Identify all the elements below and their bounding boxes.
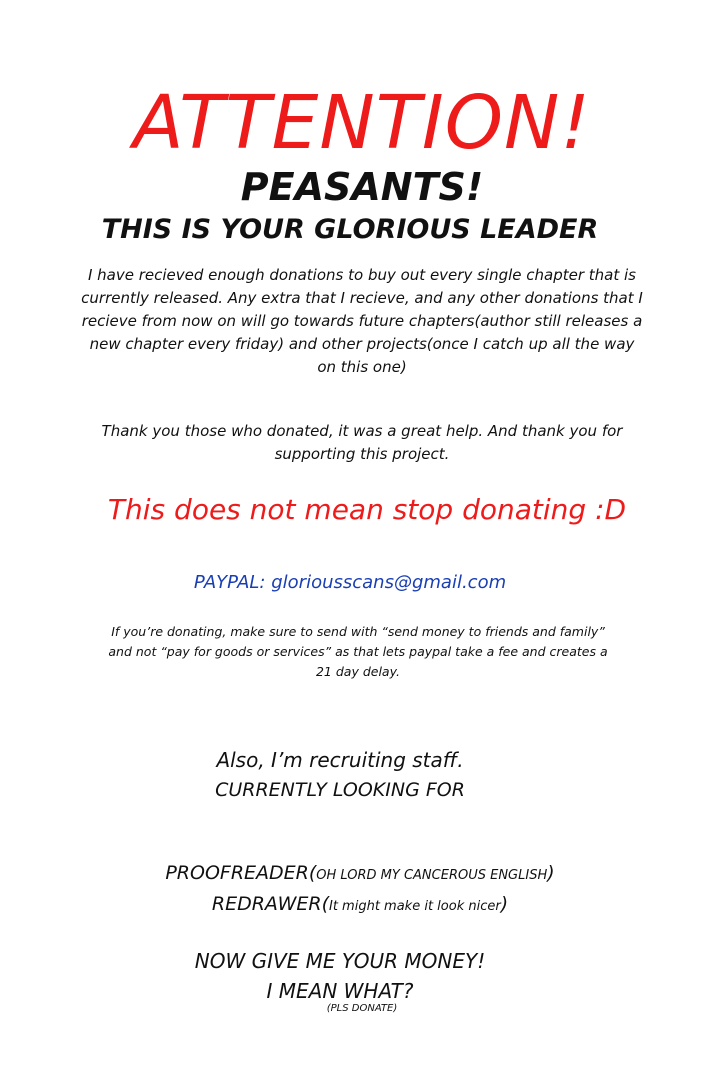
give-money-line: NOW GIVE ME YOUR MONEY! <box>194 949 486 973</box>
pls-donate-note: (PLS DONATE) <box>326 1003 398 1014</box>
role-close: ) <box>547 862 555 884</box>
role-name: REDRAWER( <box>211 893 329 915</box>
recruiting-block <box>120 744 560 804</box>
attention-heading: ATTENTION! <box>132 80 592 166</box>
role-redrawer <box>0 893 722 915</box>
paypal-line <box>0 572 712 593</box>
keep-donating-headline: This does not mean stop donating :D <box>107 493 627 526</box>
payment-instructions-note: If you’re donating, make sure to send with “send money to friends and family” and not “pay for goods or services” as that lets paypal take a fee and creates a 21 day delay. <box>108 624 608 679</box>
donations-update-paragraph: I have recieved enough donations to buy out every single chapter that is currently released. Any extra that I recieve, and any other donations that I recieve from now on will go towards future chapters(author still releases a new chapter every friday) and other projects(once I catch up all the way on this one) <box>81 266 643 376</box>
leader-subheading: THIS IS YOUR GLORIOUS LEADER <box>101 214 599 245</box>
i-mean-what-line: I MEAN WHAT? <box>266 979 414 1003</box>
peasants-heading: PEASANTS! <box>240 165 484 209</box>
role-detail: OH LORD MY CANCEROUS ENGLISH <box>316 868 548 883</box>
role-detail: It might make it look nicer <box>328 899 501 914</box>
role-proofreader <box>0 862 722 884</box>
role-name: PROOFREADER( <box>165 862 317 884</box>
looking-for-line: CURRENTLY LOOKING FOR <box>215 779 465 801</box>
recruiting-line: Also, I’m recruiting staff. <box>216 748 464 772</box>
paypal-label: PAYPAL: <box>193 572 266 593</box>
paypal-email: gloriousscans@gmail.com <box>271 572 507 593</box>
role-close: ) <box>500 893 509 915</box>
thank-you-paragraph: Thank you those who donated, it was a great help. And thank you for supporting this project. <box>101 422 623 463</box>
closing-block <box>120 946 560 1006</box>
